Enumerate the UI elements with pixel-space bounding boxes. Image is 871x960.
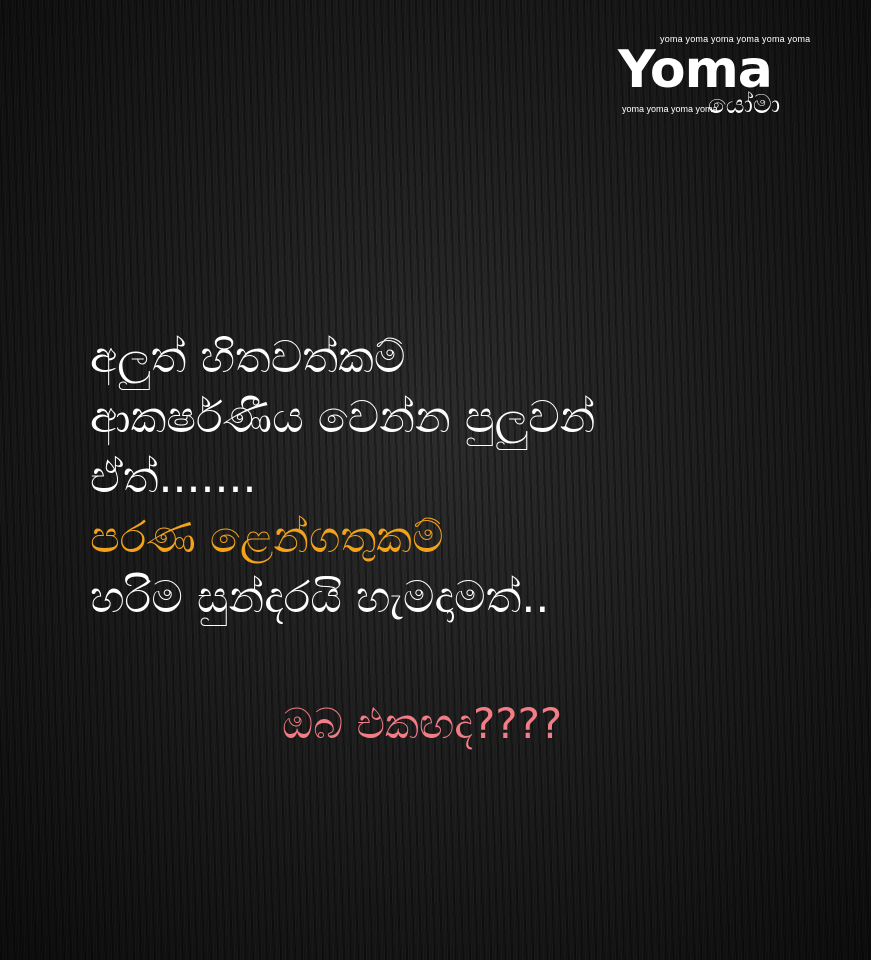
poem-line-3: ඒත්....... <box>90 452 257 503</box>
logo-strip-top: yoma yoma yoma yoma yoma yoma <box>660 34 811 44</box>
yoma-logo <box>612 28 852 128</box>
poem-line-5: හරිම සුන්දරයි හැමදාමත්.. <box>90 572 550 623</box>
poem-block <box>90 328 850 628</box>
logo-wordmark: Yoma <box>618 40 772 100</box>
question-text: ඔබ එකඟද???? <box>282 699 563 748</box>
poem-line-1: අලුත් හිතවත්කම් <box>90 332 406 383</box>
poem-line-4-highlight: පරණ ළෙන්ගතුකම් <box>90 512 444 563</box>
logo-sinhala-text: යෝමා <box>708 90 781 120</box>
logo-strip-bottom: yoma yoma yoma yoma <box>622 104 718 114</box>
poem-line-2: ආකර්ෂණීය වෙන්න පුලුවන් <box>90 392 596 443</box>
